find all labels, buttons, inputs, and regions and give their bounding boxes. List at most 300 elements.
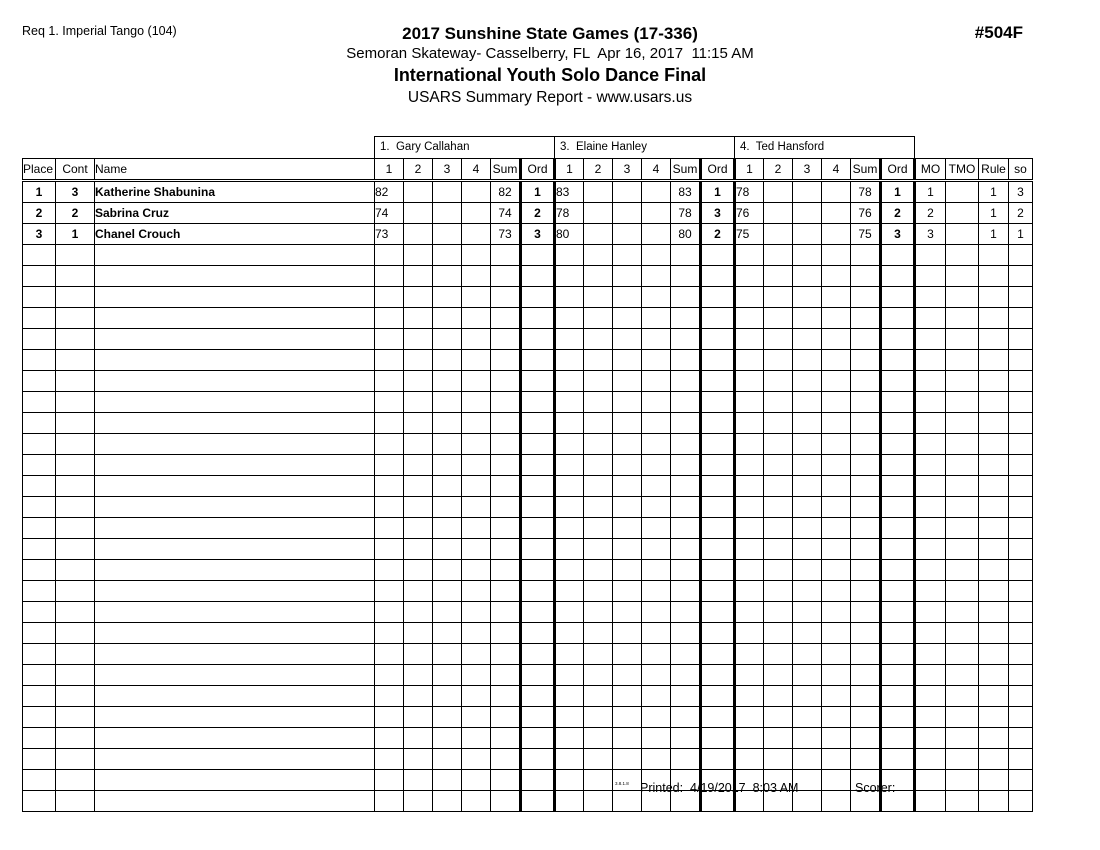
sum-cell <box>851 497 881 518</box>
sum-cell <box>851 560 881 581</box>
score-cell <box>642 371 671 392</box>
score-cell <box>793 329 822 350</box>
score-cell <box>433 707 462 728</box>
score-cell <box>462 518 491 539</box>
score-cell <box>793 602 822 623</box>
score-cell <box>404 392 433 413</box>
ord-cell <box>881 287 915 308</box>
cont-cell <box>56 245 95 266</box>
so-cell <box>1009 308 1033 329</box>
sum-cell <box>671 371 701 392</box>
score-cell <box>613 749 642 770</box>
score-cell <box>642 392 671 413</box>
score-cell <box>613 791 642 812</box>
tmo-cell <box>946 350 979 371</box>
empty-row <box>23 371 1033 392</box>
score-cell <box>793 665 822 686</box>
sum-cell <box>671 707 701 728</box>
ord-cell <box>521 770 555 791</box>
event-title: International Youth Solo Dance Final <box>393 65 707 85</box>
place-cell <box>23 518 56 539</box>
score-cell <box>555 413 584 434</box>
score-cell <box>642 707 671 728</box>
so-cell <box>1009 623 1033 644</box>
mo-cell <box>915 665 946 686</box>
mo-cell <box>915 350 946 371</box>
score-cell <box>404 791 433 812</box>
place-cell <box>23 476 56 497</box>
score-cell <box>462 371 491 392</box>
ord-cell <box>701 392 735 413</box>
cont-cell <box>56 602 95 623</box>
score-cell <box>555 287 584 308</box>
score-cell <box>555 329 584 350</box>
so-cell <box>1009 749 1033 770</box>
ord-cell <box>701 329 735 350</box>
score-cell <box>793 266 822 287</box>
tmo-cell <box>946 686 979 707</box>
score-cell <box>462 707 491 728</box>
ord-cell <box>521 707 555 728</box>
sum-cell <box>491 539 521 560</box>
col-header-cont: Cont <box>56 159 95 181</box>
score-cell <box>375 476 404 497</box>
score-cell <box>764 371 793 392</box>
tmo-cell <box>946 329 979 350</box>
sum-cell <box>851 602 881 623</box>
score-cell <box>404 308 433 329</box>
name-cell <box>95 560 375 581</box>
score-cell <box>555 392 584 413</box>
score-cell <box>822 539 851 560</box>
score-cell <box>555 770 584 791</box>
place-cell <box>23 539 56 560</box>
score-cell <box>404 350 433 371</box>
rule-cell <box>979 497 1009 518</box>
scorer-label: Scorer: <box>855 781 896 795</box>
score-cell <box>642 602 671 623</box>
score-cell <box>764 181 793 203</box>
score-cell <box>375 308 404 329</box>
score-cell <box>462 308 491 329</box>
sum-cell <box>851 686 881 707</box>
name-cell: Katherine Shabunina <box>95 181 375 203</box>
score-cell <box>764 413 793 434</box>
name-cell <box>95 266 375 287</box>
ord-cell <box>521 245 555 266</box>
score-cell <box>584 392 613 413</box>
score-cell <box>375 686 404 707</box>
sum-cell <box>671 329 701 350</box>
sum-cell <box>491 392 521 413</box>
score-cell <box>735 371 764 392</box>
score-cell <box>404 455 433 476</box>
score-cell <box>642 224 671 245</box>
sum-cell <box>491 707 521 728</box>
mo-cell <box>915 266 946 287</box>
tmo-cell <box>946 749 979 770</box>
ord-cell <box>521 329 555 350</box>
name-cell <box>95 644 375 665</box>
cont-cell <box>56 644 95 665</box>
cont-cell <box>56 665 95 686</box>
table-row <box>23 203 1033 224</box>
score-cell <box>613 181 642 203</box>
place-cell <box>23 791 56 812</box>
sum-cell: 74 <box>491 203 521 224</box>
sum-cell <box>491 287 521 308</box>
cont-cell <box>56 455 95 476</box>
score-cell <box>764 518 793 539</box>
score-cell <box>433 623 462 644</box>
score-cell <box>584 749 613 770</box>
score-cell <box>822 497 851 518</box>
score-cell <box>375 560 404 581</box>
sum-cell: 76 <box>851 203 881 224</box>
score-cell <box>642 518 671 539</box>
col-header-tmo: TMO <box>946 159 979 181</box>
score-cell <box>404 371 433 392</box>
sum-cell <box>491 581 521 602</box>
score-cell <box>764 539 793 560</box>
tmo-cell <box>946 581 979 602</box>
score-cell <box>793 434 822 455</box>
score-cell <box>375 392 404 413</box>
score-cell <box>584 539 613 560</box>
rule-cell <box>979 560 1009 581</box>
score-cell <box>433 455 462 476</box>
ord-cell: 1 <box>701 181 735 203</box>
name-cell <box>95 245 375 266</box>
score-cell <box>735 539 764 560</box>
score-cell <box>375 497 404 518</box>
score-cell <box>793 181 822 203</box>
cont-cell: 3 <box>56 181 95 203</box>
score-cell <box>462 245 491 266</box>
score-cell <box>555 245 584 266</box>
score-cell <box>613 266 642 287</box>
rule-cell <box>979 602 1009 623</box>
ord-cell <box>881 644 915 665</box>
ord-cell <box>881 350 915 371</box>
ord-cell <box>881 581 915 602</box>
table-row <box>23 224 1033 245</box>
empty-row <box>23 455 1033 476</box>
sum-cell <box>851 455 881 476</box>
sum-cell <box>851 581 881 602</box>
ord-cell <box>521 413 555 434</box>
mo-cell <box>915 770 946 791</box>
score-cell <box>735 455 764 476</box>
score-cell <box>433 665 462 686</box>
score-cell <box>613 686 642 707</box>
mo-cell <box>915 392 946 413</box>
sum-cell <box>491 413 521 434</box>
score-cell <box>462 329 491 350</box>
so-cell: 3 <box>1009 181 1033 203</box>
ord-cell <box>881 434 915 455</box>
ord-cell <box>701 287 735 308</box>
score-cell <box>822 707 851 728</box>
score-cell <box>404 770 433 791</box>
score-cell <box>642 181 671 203</box>
sum-cell <box>491 791 521 812</box>
score-cell <box>642 644 671 665</box>
empty-row <box>23 644 1033 665</box>
sum-cell <box>671 434 701 455</box>
score-cell <box>555 602 584 623</box>
score-cell <box>793 413 822 434</box>
score-cell <box>433 224 462 245</box>
score-cell <box>735 287 764 308</box>
score-cell <box>584 623 613 644</box>
score-cell <box>555 686 584 707</box>
score-cell <box>404 518 433 539</box>
score-cell <box>584 686 613 707</box>
sum-cell <box>851 245 881 266</box>
score-cell <box>584 350 613 371</box>
score-cell <box>462 350 491 371</box>
empty-row <box>23 392 1033 413</box>
ord-cell <box>521 287 555 308</box>
mo-cell <box>915 623 946 644</box>
sum-cell <box>671 644 701 665</box>
score-cell <box>584 602 613 623</box>
ord-cell <box>881 413 915 434</box>
score-cell <box>462 434 491 455</box>
score-cell <box>735 644 764 665</box>
so-cell <box>1009 392 1033 413</box>
score-cell <box>642 329 671 350</box>
score-cell <box>555 266 584 287</box>
score-cell <box>433 308 462 329</box>
ord-cell <box>701 686 735 707</box>
empty-row <box>23 623 1033 644</box>
so-cell <box>1009 518 1033 539</box>
score-cell <box>555 518 584 539</box>
rule-cell <box>979 707 1009 728</box>
score-cell: 78 <box>735 181 764 203</box>
cont-cell <box>56 749 95 770</box>
sum-cell: 78 <box>671 203 701 224</box>
score-cell <box>764 686 793 707</box>
name-cell <box>95 581 375 602</box>
tmo-cell <box>946 602 979 623</box>
score-cell <box>433 770 462 791</box>
cont-cell <box>56 707 95 728</box>
rule-cell <box>979 518 1009 539</box>
score-cell <box>613 539 642 560</box>
ord-cell <box>881 455 915 476</box>
mo-cell <box>915 644 946 665</box>
score-cell <box>735 392 764 413</box>
rule-cell <box>979 539 1009 560</box>
sum-cell <box>491 245 521 266</box>
score-cell <box>642 497 671 518</box>
ord-cell <box>881 749 915 770</box>
tmo-cell <box>946 518 979 539</box>
score-cell <box>735 749 764 770</box>
ord-cell <box>701 476 735 497</box>
tmo-cell <box>946 728 979 749</box>
col-header-so: so <box>1009 159 1033 181</box>
cont-cell <box>56 350 95 371</box>
score-cell <box>735 665 764 686</box>
score-cell <box>555 791 584 812</box>
ord-cell <box>521 602 555 623</box>
place-cell <box>23 644 56 665</box>
score-cell <box>584 665 613 686</box>
score-cell <box>555 728 584 749</box>
name-cell <box>95 434 375 455</box>
ord-cell <box>701 266 735 287</box>
ord-cell <box>701 749 735 770</box>
sum-cell <box>491 350 521 371</box>
rule-cell <box>979 644 1009 665</box>
name-cell <box>95 392 375 413</box>
score-cell <box>433 581 462 602</box>
col-header-judge3-2: 2 <box>764 159 793 181</box>
rule-cell: 1 <box>979 181 1009 203</box>
score-cell <box>764 728 793 749</box>
score-cell <box>735 413 764 434</box>
sum-cell <box>851 749 881 770</box>
so-cell <box>1009 371 1033 392</box>
mo-cell <box>915 560 946 581</box>
tmo-cell <box>946 392 979 413</box>
sum-cell <box>671 287 701 308</box>
judge-3-header: 4. Ted Hansford <box>735 137 915 159</box>
ord-cell <box>881 602 915 623</box>
sum-cell <box>491 728 521 749</box>
score-cell <box>613 350 642 371</box>
score-cell: 80 <box>555 224 584 245</box>
col-header-judge1-ord: Ord <box>521 159 555 181</box>
col-header-judge3-sum: Sum <box>851 159 881 181</box>
rule-cell <box>979 665 1009 686</box>
score-cell <box>433 686 462 707</box>
score-cell <box>822 644 851 665</box>
mo-cell <box>915 434 946 455</box>
place-cell: 2 <box>23 203 56 224</box>
score-cell <box>433 791 462 812</box>
score-cell <box>822 203 851 224</box>
score-cell <box>462 413 491 434</box>
score-cell <box>642 455 671 476</box>
score-cell: 75 <box>735 224 764 245</box>
sum-cell <box>491 560 521 581</box>
sum-cell <box>671 686 701 707</box>
score-cell <box>404 644 433 665</box>
score-cell <box>404 245 433 266</box>
ord-cell <box>521 497 555 518</box>
sum-cell <box>671 623 701 644</box>
score-cell <box>822 686 851 707</box>
cont-cell <box>56 413 95 434</box>
sum-cell <box>491 770 521 791</box>
sum-cell <box>671 728 701 749</box>
score-cell <box>433 329 462 350</box>
place-cell <box>23 749 56 770</box>
place-cell <box>23 623 56 644</box>
col-header-judge1-2: 2 <box>404 159 433 181</box>
ord-cell <box>521 686 555 707</box>
score-cell <box>375 707 404 728</box>
sum-cell <box>491 749 521 770</box>
score-cell <box>404 224 433 245</box>
sum-cell <box>851 266 881 287</box>
cont-cell <box>56 287 95 308</box>
score-cell <box>613 392 642 413</box>
event-number: #504F <box>974 23 1023 42</box>
score-cell <box>735 308 764 329</box>
rule-cell <box>979 791 1009 812</box>
score-cell <box>642 350 671 371</box>
score-cell <box>404 497 433 518</box>
score-cell: 73 <box>375 224 404 245</box>
score-cell <box>735 602 764 623</box>
sum-cell: 73 <box>491 224 521 245</box>
ord-cell <box>881 476 915 497</box>
cont-cell: 2 <box>56 203 95 224</box>
empty-row <box>23 539 1033 560</box>
ord-cell <box>521 371 555 392</box>
tmo-cell <box>946 476 979 497</box>
ord-cell <box>701 497 735 518</box>
score-cell <box>613 413 642 434</box>
ord-cell <box>881 539 915 560</box>
ord-cell <box>521 266 555 287</box>
score-cell <box>375 350 404 371</box>
score-cell <box>642 413 671 434</box>
ord-cell <box>521 308 555 329</box>
place-cell <box>23 266 56 287</box>
score-cell <box>735 329 764 350</box>
score-cell <box>613 224 642 245</box>
score-cell <box>822 181 851 203</box>
score-cell <box>404 434 433 455</box>
rule-cell <box>979 371 1009 392</box>
col-header-judge1-sum: Sum <box>491 159 521 181</box>
tmo-cell <box>946 539 979 560</box>
score-cell <box>764 434 793 455</box>
ord-cell <box>881 371 915 392</box>
sum-cell <box>851 728 881 749</box>
score-cell <box>462 287 491 308</box>
sum-cell <box>851 518 881 539</box>
mo-cell: 1 <box>915 181 946 203</box>
sum-cell <box>671 245 701 266</box>
score-cell <box>793 224 822 245</box>
ord-cell <box>881 707 915 728</box>
score-cell <box>793 392 822 413</box>
score-cell <box>764 224 793 245</box>
so-cell <box>1009 497 1033 518</box>
score-cell <box>555 539 584 560</box>
ord-cell <box>521 581 555 602</box>
score-cell <box>404 665 433 686</box>
place-cell <box>23 560 56 581</box>
score-cell <box>433 644 462 665</box>
mo-cell <box>915 791 946 812</box>
sum-cell: 83 <box>671 181 701 203</box>
ord-cell <box>701 707 735 728</box>
score-cell <box>584 707 613 728</box>
score-cell <box>642 686 671 707</box>
ord-cell <box>701 371 735 392</box>
ord-cell <box>521 392 555 413</box>
score-cell <box>584 371 613 392</box>
